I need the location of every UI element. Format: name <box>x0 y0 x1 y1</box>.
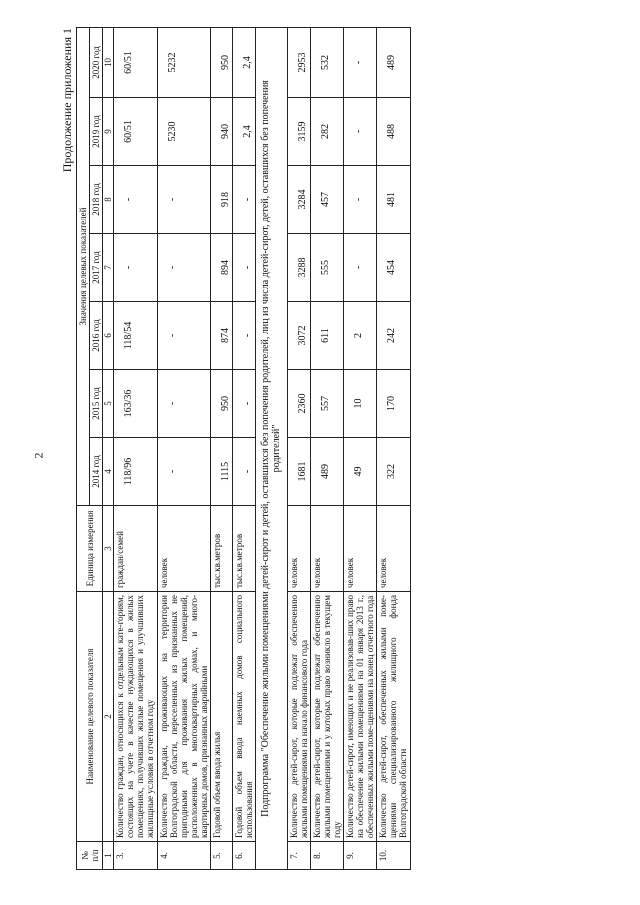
indicator-name: Количество детей-сирот, имеющих и не реализовав-ших право на обеспечение жилыми помещениями на 01 января 2013 г., обеспеченных жилыми поме-щениями на конец отчетного года <box>344 592 377 842</box>
indicators-table <box>76 27 411 870</box>
value-cell: - <box>233 438 256 506</box>
value-cell: - <box>233 370 256 438</box>
header-num: № п/п <box>77 842 103 870</box>
value-cell: 5230 <box>157 98 210 166</box>
header-year: 2019 год <box>90 98 103 166</box>
header-values-group: Значения целевых показателей <box>77 27 90 505</box>
header-unit: Единица измерения <box>77 506 103 592</box>
value-cell: 163/36 <box>114 370 157 438</box>
table-body-main <box>114 27 256 869</box>
value-cell: - <box>114 166 157 234</box>
row-number: 5. <box>210 842 232 870</box>
row-number: 10. <box>377 842 410 870</box>
table-row <box>377 27 410 869</box>
header-year: 2016 год <box>90 302 103 370</box>
unit-cell: граждан/семей <box>114 506 157 592</box>
indicator-name: Годовой объем ввода жилья <box>210 592 232 842</box>
subprogram-row <box>256 27 287 869</box>
header-name: Наименование целевого показателя <box>77 592 103 842</box>
page-number: 2 <box>31 452 46 459</box>
header-index: 6 <box>103 302 114 370</box>
value-cell: 874 <box>210 302 232 370</box>
value-cell: 282 <box>310 98 343 166</box>
value-cell: - <box>157 234 210 302</box>
value-cell: 1115 <box>210 438 232 506</box>
value-cell: - <box>157 370 210 438</box>
header-index: 10 <box>103 27 114 97</box>
value-cell: 457 <box>310 166 343 234</box>
value-cell: 49 <box>344 438 377 506</box>
value-cell: 1681 <box>287 438 310 506</box>
header-year: 2017 год <box>90 234 103 302</box>
header-year: 2020 год <box>90 27 103 97</box>
rotated-sheet <box>58 28 593 870</box>
header-index: 7 <box>103 234 114 302</box>
value-cell: 555 <box>310 234 343 302</box>
value-cell: 918 <box>210 166 232 234</box>
value-cell: 454 <box>377 234 410 302</box>
value-cell: 940 <box>210 98 232 166</box>
header-index: 2 <box>103 592 114 842</box>
header-row-1 <box>77 27 90 869</box>
unit-cell: человек <box>377 506 410 592</box>
row-number: 4. <box>157 842 210 870</box>
value-cell: 5232 <box>157 27 210 97</box>
unit-cell: тыс.кв.метров <box>210 506 232 592</box>
header-year: 2014 год <box>90 438 103 506</box>
value-cell: 2953 <box>287 27 310 97</box>
table-row <box>310 27 343 869</box>
value-cell: - <box>344 166 377 234</box>
row-number: 9. <box>344 842 377 870</box>
value-cell: - <box>233 166 256 234</box>
table-row <box>287 27 310 869</box>
header-index: 8 <box>103 166 114 234</box>
value-cell: - <box>157 302 210 370</box>
value-cell: 557 <box>310 370 343 438</box>
value-cell: 488 <box>377 98 410 166</box>
value-cell: 489 <box>377 27 410 97</box>
table-row <box>210 27 232 869</box>
header-index: 4 <box>103 438 114 506</box>
value-cell: - <box>114 234 157 302</box>
table-row <box>114 27 157 869</box>
header-year: 2015 год <box>90 370 103 438</box>
row-number: 6. <box>233 842 256 870</box>
value-cell: 611 <box>310 302 343 370</box>
table-row <box>157 27 210 869</box>
value-cell: 894 <box>210 234 232 302</box>
value-cell: 3072 <box>287 302 310 370</box>
appendix-caption: Продолжение приложения 1 <box>60 28 74 173</box>
value-cell: 242 <box>377 302 410 370</box>
indicator-name: Количество детей-сирот, которые подлежат обеспечению жилыми помещениями на начало финансового года <box>287 592 310 842</box>
unit-cell: тыс.кв.метров <box>233 506 256 592</box>
value-cell: 489 <box>310 438 343 506</box>
table-body-subprogram <box>287 27 410 869</box>
value-cell: - <box>344 27 377 97</box>
value-cell: - <box>157 166 210 234</box>
value-cell: - <box>344 234 377 302</box>
value-cell: 322 <box>377 438 410 506</box>
indicator-name: Годовой объем ввода наемных домов социального использования <box>233 592 256 842</box>
value-cell: - <box>344 98 377 166</box>
unit-cell: человек <box>287 506 310 592</box>
header-index: 3 <box>103 506 114 592</box>
value-cell: 3284 <box>287 166 310 234</box>
value-cell: 532 <box>310 27 343 97</box>
value-cell: - <box>233 302 256 370</box>
value-cell: 2,4 <box>233 27 256 97</box>
indicator-name: Количество детей-сирот, обеспеченных жилыми поме-щениями специализированного жилищного фонда Волгоградской области <box>377 592 410 842</box>
header-index: 5 <box>103 370 114 438</box>
header-index: 9 <box>103 98 114 166</box>
table-row <box>233 27 256 869</box>
header-index-row <box>103 27 114 869</box>
header-index: 1 <box>103 842 114 870</box>
value-cell: 950 <box>210 27 232 97</box>
indicator-name: Количество детей-сирот, которые подлежат обеспечению жилыми помещениями и у которых право возникло в текущем году <box>310 592 343 842</box>
value-cell: 481 <box>377 166 410 234</box>
indicator-name: Количество граждан, относящихся к отдельным кате-гориям, состоящих на учете в качестве нуждающихся в жилых помещениях, получивших жилые помещения и улучшивших жилищные условия в отчетном году <box>114 592 157 842</box>
unit-cell: человек <box>310 506 343 592</box>
value-cell: 950 <box>210 370 232 438</box>
value-cell: 2360 <box>287 370 310 438</box>
row-number: 3. <box>114 842 157 870</box>
unit-cell: человек <box>344 506 377 592</box>
indicator-name: Количество граждан, проживающих на территории Волгоградской области, переселенных из признанных не пригодными для проживания жилых помещений, расположенных в многоквартирных домах, и много-квартирных домов, признанных аварийными <box>157 592 210 842</box>
subprogram-title: Подпрограмма "Обеспечение жилыми помещениями детей-сирот и детей, оставшихся без попечения родителей, лиц из числа детей-сирот, детей, оставшихся без попечения родителей" <box>256 27 287 869</box>
value-cell: 2 <box>344 302 377 370</box>
value-cell: 118/96 <box>114 438 157 506</box>
row-number: 7. <box>287 842 310 870</box>
value-cell: 60/51 <box>114 98 157 166</box>
value-cell: - <box>157 438 210 506</box>
row-number: 8. <box>310 842 343 870</box>
value-cell: 3288 <box>287 234 310 302</box>
value-cell: 2,4 <box>233 98 256 166</box>
value-cell: 60/51 <box>114 27 157 97</box>
header-year: 2018 год <box>90 166 103 234</box>
unit-cell: человек <box>157 506 210 592</box>
table-row <box>344 27 377 869</box>
value-cell: - <box>233 234 256 302</box>
value-cell: 10 <box>344 370 377 438</box>
value-cell: 3159 <box>287 98 310 166</box>
value-cell: 170 <box>377 370 410 438</box>
value-cell: 118/54 <box>114 302 157 370</box>
